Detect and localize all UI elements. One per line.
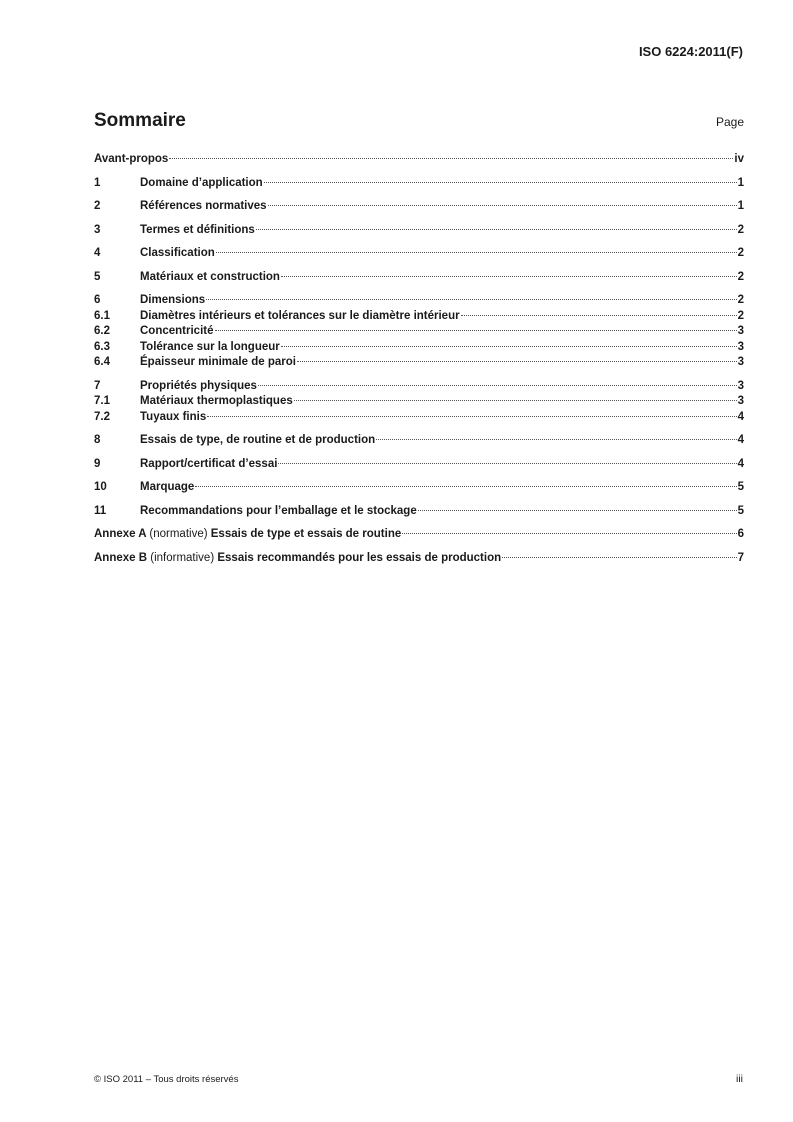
toc-entry[interactable] (94, 340, 744, 356)
toc-entry-number: 6.3 (94, 340, 110, 353)
toc-entry-page: iv (734, 153, 744, 165)
toc-dot-leader (502, 557, 736, 558)
toc-dot-leader (294, 400, 737, 401)
toc-entry-number: 4 (94, 247, 101, 259)
toc-entry[interactable] (94, 433, 744, 449)
toc-entry-page: 1 (737, 200, 744, 212)
toc-entry-title: Diamètres intérieurs et tolérances sur le diamètre intérieur (140, 309, 460, 322)
toc-dot-leader (206, 299, 736, 300)
toc-entry-number: 7.1 (94, 395, 110, 407)
toc-entry[interactable] (94, 270, 744, 286)
toc-entry[interactable] (94, 324, 744, 340)
toc-entry-page: 2 (737, 247, 744, 259)
toc-entry-page: 2 (737, 223, 744, 236)
toc-entry-page: 3 (737, 379, 744, 392)
toc-dot-leader (268, 205, 737, 206)
toc-entry-title: Tuyaux finis (140, 410, 207, 423)
toc-entry-page: 1 (737, 176, 744, 189)
toc-annex-label: Essais recommandés pour les essais de production (217, 551, 502, 564)
toc-entry-title: Essais de type, de routine et de production (140, 434, 376, 446)
toc-entry[interactable] (94, 246, 744, 262)
toc-annex-page: 6 (737, 528, 744, 540)
toc-dot-leader (418, 510, 737, 511)
toc-entry[interactable] (94, 293, 744, 309)
toc-entry[interactable] (94, 309, 744, 325)
toc-entry-title: Épaisseur minimale de paroi (140, 356, 296, 368)
toc-entry-number: 6.4 (94, 356, 110, 368)
toc-entry[interactable] (94, 152, 744, 168)
toc-annex-entry[interactable] (94, 551, 744, 567)
toc-entry-page: 5 (737, 481, 744, 493)
document-id: ISO 6224:2011(F) (638, 44, 743, 59)
toc-entry-title: Marquage (140, 481, 195, 493)
toc-entry-number: 6 (94, 294, 101, 306)
footer-copyright: © ISO 2011 – Tous droits réservés (94, 1074, 239, 1085)
toc-entry-page: 4 (737, 457, 744, 470)
toc-entry-number: 7.2 (94, 410, 110, 423)
toc-annex-title (94, 551, 501, 567)
toc-entry-page: 3 (737, 340, 744, 353)
toc-entry-page: 3 (737, 325, 744, 337)
toc-entry-page: 4 (737, 410, 744, 423)
toc-dot-leader (297, 361, 737, 362)
toc-dot-leader (376, 439, 736, 440)
toc-entry-title: Matériaux et construction (140, 270, 280, 283)
table-of-contents (94, 152, 744, 566)
toc-entry-page: 3 (737, 395, 744, 407)
toc-entry-title: Références normatives (140, 200, 267, 212)
toc-entry-number: 10 (94, 481, 107, 493)
toc-dot-leader (195, 486, 736, 487)
toc-annex-label: Essais de type et essais de routine (210, 528, 402, 540)
toc-dot-leader (215, 330, 737, 331)
toc-entry-number: 6.1 (94, 309, 110, 322)
toc-annex-page: 7 (737, 551, 744, 564)
toc-entry-title: Matériaux thermoplastiques (140, 395, 293, 407)
toc-entry-title: Rapport/certificat d’essai (140, 457, 278, 470)
toc-entry[interactable] (94, 355, 744, 371)
toc-entry[interactable] (94, 223, 744, 239)
toc-dot-leader (258, 385, 737, 386)
toc-annex-type: (normative) (149, 528, 208, 540)
toc-entry[interactable] (94, 480, 744, 496)
toc-annex-prefix: Annexe B (94, 551, 148, 564)
toc-entry-title: Tolérance sur la longueur (140, 340, 280, 353)
toc-entry-number: 5 (94, 270, 101, 283)
toc-entry-title: Concentricité (140, 325, 214, 337)
toc-dot-leader (216, 252, 737, 253)
footer-page-number: iii (736, 1073, 743, 1085)
toc-dot-leader (461, 315, 737, 316)
toc-entry-title: Dimensions (140, 294, 206, 306)
toc-entry-title: Recommandations pour l’emballage et le stockage (140, 504, 417, 517)
toc-dot-leader (402, 533, 736, 534)
toc-dot-leader (281, 346, 737, 347)
toc-entry-number: 9 (94, 457, 101, 470)
toc-entry-page: 4 (737, 434, 744, 446)
toc-entry-page: 5 (737, 504, 744, 517)
toc-title: Sommaire (94, 110, 186, 131)
toc-dot-leader (278, 463, 736, 464)
toc-entry-number: 1 (94, 176, 101, 189)
toc-entry-title: Classification (140, 247, 215, 259)
toc-entry-page: 3 (737, 356, 744, 368)
toc-dot-leader (169, 158, 733, 159)
toc-entry[interactable] (94, 457, 744, 473)
toc-header (94, 110, 744, 132)
toc-annex-title (94, 527, 401, 543)
toc-annex-prefix: Annexe A (94, 528, 147, 540)
toc-entry-title: Termes et définitions (140, 223, 255, 236)
toc-entry[interactable] (94, 176, 744, 192)
toc-entry-number: 8 (94, 434, 101, 446)
toc-page-column-label: Page (715, 115, 744, 129)
toc-annex-type: (informative) (150, 551, 215, 564)
toc-entry-title: Propriétés physiques (140, 379, 257, 392)
toc-entry-number: 6.2 (94, 325, 110, 337)
toc-annex-entry[interactable] (94, 527, 744, 543)
toc-entry[interactable] (94, 199, 744, 215)
toc-entry[interactable] (94, 410, 744, 426)
toc-dot-leader (264, 182, 737, 183)
toc-entry[interactable] (94, 504, 744, 520)
toc-entry[interactable] (94, 379, 744, 395)
toc-entry-page: 2 (737, 270, 744, 283)
toc-entry-number: 7 (94, 379, 101, 392)
toc-entry-number: 3 (94, 223, 101, 236)
toc-entry-number: 11 (94, 504, 107, 517)
toc-dot-leader (281, 276, 737, 277)
toc-entry-number: 2 (94, 200, 101, 212)
toc-entry-page: 2 (737, 309, 744, 322)
toc-dot-leader (207, 416, 736, 417)
toc-dot-leader (256, 229, 737, 230)
toc-entry-title: Domaine d’application (140, 176, 263, 189)
toc-entry-title: Avant-propos (94, 153, 169, 165)
toc-entry-page: 2 (737, 294, 744, 306)
toc-entry[interactable] (94, 394, 744, 410)
